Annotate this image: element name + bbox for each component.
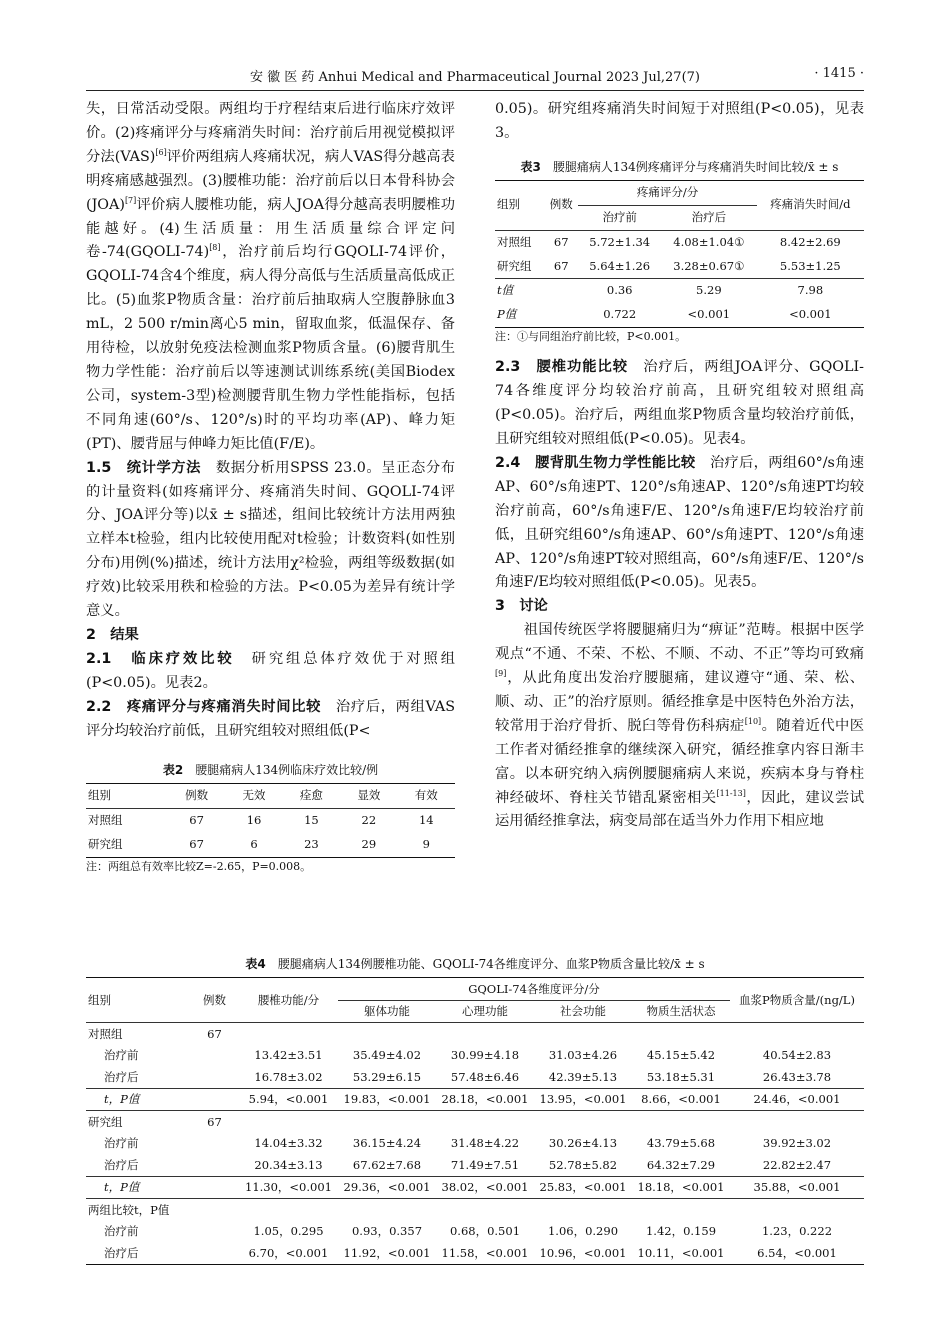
section-2-4: 2.4 腰背肌生物力学性能比较 治疗后，两组60°/s角速AP、60°/s角速PT、120°/s角速AP、120°/s角速PT均较治疗前高，60°/s角速F/E、120°/s角速F/E均较治疗前低，且研究组60°/s角速AP、60°/s角速PT、120°/s角速AP、120°/s角速PT较对照组高，60°/s角速F/E、120°/s角速F/E均较对照组低(P<0.05)。见表5。	[495, 454, 865, 591]
table-3-caption: 表3 腰腿痛病人134例疼痛评分与疼痛消失时间比较/x̄ ± s	[520, 159, 839, 174]
continued-paragraph: 0.05)。研究组疼痛消失时间短于对照组(P<0.05)，见表3。	[495, 101, 864, 141]
table-row: 对照组 67 5.72±1.34 4.08±1.04① 8.42±2.69	[497, 234, 841, 249]
table-2-header: 组别 例数 无效 痊愈 显效 有效	[86, 784, 455, 809]
table-row: 治疗后 20.34±3.13 67.62±7.68 71.49±7.51 52.78±5.82 64.32±7.29 22.82±2.47	[86, 1154, 864, 1176]
section-2-heading: 2 结果	[86, 626, 139, 643]
left-column	[86, 98, 455, 876]
table-row: 治疗前 14.04±3.32 36.15±4.24 31.48±4.22 30.26±4.13 43.79±5.68 39.92±3.02	[104, 1136, 832, 1151]
header-rule	[86, 90, 864, 91]
table-3-note: 注：①与同组治疗前比较，P<0.001。	[495, 330, 687, 344]
running-header	[86, 66, 864, 88]
table-row: t，P值 5.94，<0.001 19.83，<0.001 28.18，<0.001 13.95，<0.001 8.66，<0.001 24.46，<0.001	[86, 1088, 864, 1111]
page-number: · 1415 ·	[814, 66, 864, 81]
table-row: t值 0.36 5.29 7.98	[497, 283, 824, 298]
table-row: 研究组 67 6 23 29 9	[86, 833, 455, 857]
table-row: 治疗后 16.78±3.02 53.29±6.15 57.48±6.46 42.39±5.13 53.18±5.31 26.43±3.78	[86, 1066, 864, 1088]
table-row: 治疗后 6.70，<0.001 11.92，<0.001 11.58，<0.001 10.96，<0.001 10.11，<0.001 6.54，<0.001	[86, 1242, 864, 1264]
discussion-paragraph: 祖国传统医学将腰腿痛归为“痹证”范畴。根据中医学观点“不通、不荣、不松、不顺、不动、不正”等均可致痛[9]，从此角度出发治疗腰腿痛，建议遵守“通、荣、松、顺、动、正”的治疗原则。循经推拿是中医特色外治方法，较常用于治疗骨折、脱臼等骨伤科病症[10]。随着近代中医工作者对循经推拿的继续深入研究，循经推拿内容日渐丰富。以本研究纳入病例腰腿痛病人来说，疾病本身与脊柱神经破坏、脊柱关节错乱紧密相关[11-13]，因此，建议尝试运用循经推拿法，病变局部在适当外力作用下相应地	[495, 622, 865, 830]
table-2-caption: 表2 腰腿痛病人134例临床疗效比较/例	[162, 763, 379, 778]
table-row: 对照组 67	[88, 1026, 222, 1041]
table-3: 表3 腰腿痛病人134例疼痛评分与疼痛消失时间比较/x̄ ± s 组别 例数 疼痛评分/分 疼痛消失时间/d 治疗前 治疗后 对照组 67 5.72±1.34 4.08±1.04① 8.42±2.69 研究组 67 5.64±1.26 3.28±0.67① 5.53±1.25 t值 0.36 5.29 7.98 P值 0.722 <0.001 <0.001 注：①与同组治疗前比较，P<0.001。	[495, 158, 864, 346]
table-row: 研究组 67 5.64±1.26 3.28±0.67① 5.53±1.25	[495, 255, 864, 279]
table-2	[86, 761, 455, 876]
section-1-5: 1.5 统计学方法 数据分析用SPSS 23.0。呈正态分布的计量资料(如疼痛评分、疼痛消失时间、GQOLI-74评分、JOA评分等)以x̄ ± s描述，组间比较统计方法用两独立样本t检验，组内比较使用配对t检验；计数资料(如性别分布)用例(%)描述，统计方法用χ²检验，两组等级数据(如疗效)比较采用秩和检验的方法。P<0.05为差异有统计学意义。	[86, 459, 455, 620]
section-2-1: 2.1 临床疗效比较 研究组总体疗效优于对照组(P<0.05)。见表2。	[86, 650, 455, 691]
table-row: 治疗前 1.05，0.295 0.93，0.357 0.68，0.501 1.06，0.290 1.42，0.159 1.23，0.222	[104, 1224, 833, 1239]
methods-paragraph: 失，日常活动受限。两组均于疗程结束后进行临床疗效评价。(2)疼痛评分与疼痛消失时间：治疗前后用视觉模拟评分法(VAS)[6]评价两组病人疼痛状况，病人VAS得分越高表明疼痛感越强烈。(3)腰椎功能：治疗前后以日本骨科协会(JOA)[7]评价病人腰椎功能，病人JOA得分越高表明腰椎功能越好。(4)生活质量：用生活质量综合评定问卷-74(GQOLI-74)[8]，治疗前后均行GQOLI-74评价，GQOLI-74含4个维度，病人得分高低与生活质量高低成正比。(5)血浆P物质含量：治疗前后抽取病人空腹静脉血3 mL，2 500 r/min离心5 min，留取血浆，低温保存、备用待检，以放射免疫法检测血浆P物质含量。(6)腰背肌生物力学性能：治疗前后以等速测试训练系统(美国Biodex公司，system-3型)检测腰背肌生物力学性能指标，包括不同角速(60°/s、120°/s)时的平均功率(AP)、峰力矩(PT)、腰背屈与伸峰力矩比值(F/E)。	[86, 101, 455, 452]
section-2-2: 2.2 疼痛评分与疼痛消失时间比较 治疗后，两组VAS评分均较治疗前低，且研究组较对照组低(P<	[86, 698, 455, 739]
table-4-caption: 表4 腰腿痛病人134例腰椎功能、GQOLI-74各维度评分、血浆P物质含量比较/x̄ ± s	[245, 957, 705, 971]
table-row: t，P值 11.30，<0.001 29.36，<0.001 38.02，<0.001 25.83，<0.001 18.18，<0.001 35.88，<0.001	[86, 1176, 864, 1199]
table-row: 对照组 67 16 15 22 14	[88, 813, 434, 828]
table-row: P值 0.722 <0.001 <0.001	[495, 303, 864, 327]
table-row: 两组比较t，P值	[88, 1202, 170, 1217]
table-4: 表4 腰腿痛病人134例腰椎功能、GQOLI-74各维度评分、血浆P物质含量比较/x̄ ± s 组别 例数 腰椎功能/分 GQOLI-74各维度评分/分 血浆P物质含量/(ng/L) 躯体功能 心理功能 社会功能 物质生活状态 对照组 67 治疗前 13.42±3.51 35.49±4.02 30.99±4.18 31.03±4.26 45.15±5.42 40.54±2.83 治疗后 16.78±3.02 53.29±6.15 57.48±6.46 42.39±5.13 53.18±5.31 26.43±3.78 t，P值 5.94，<0.001 19.83，<0.001 28.18，<0.001 13.95，<0.001 8.66，<0.001 24.46，<0.001 研究组 67 治疗前 14.04±3.32 36.15±4.24 31.48±4.22 30.26±4.13 43.79±5.68 39.92±3.02 治疗后 20.34±3.13 67.62±7.68 71.49±7.51 52.78±5.82 64.32±7.29 22.82±2.47 t，P值 11.30，<0.001 29.36，<0.001 38.02，<0.001 25.83，<0.001 18.18，<0.001 35.88，<0.001 两组比较t，P值 治疗前 1.05，0.295 0.93，0.357 0.68，0.501 1.06，0.290 1.42，0.159 1.23，0.222 治疗后 6.70，<0.001 11.92，<0.001 11.58，<0.001 10.96，<0.001 10.11，<0.001 6.54，<0.001	[86, 955, 864, 1265]
table-row: 治疗前 13.42±3.51 35.49±4.02 30.99±4.18 31.03±4.26 45.15±5.42 40.54±2.83	[104, 1048, 832, 1063]
section-2-3: 2.3 腰椎功能比较 治疗后，两组JOA评分、GQOLI-74各维度评分均较治疗前高，且研究组较对照组高(P<0.05)。治疗后，两组血浆P物质含量均较治疗前低，且研究组较对照组低(P<0.05)。见表4。	[495, 359, 864, 447]
right-column	[495, 98, 864, 834]
journal-title: 安 徽 医 药 Anhui Medical and Pharmaceutical Journal 2023 Jul,27(7)	[249, 70, 700, 85]
table-row: 研究组 67	[88, 1114, 222, 1129]
section-3-heading: 3 讨论	[495, 598, 548, 615]
table-2-note: 注：两组总有效率比较Z=-2.65，P=0.008。	[86, 860, 312, 874]
